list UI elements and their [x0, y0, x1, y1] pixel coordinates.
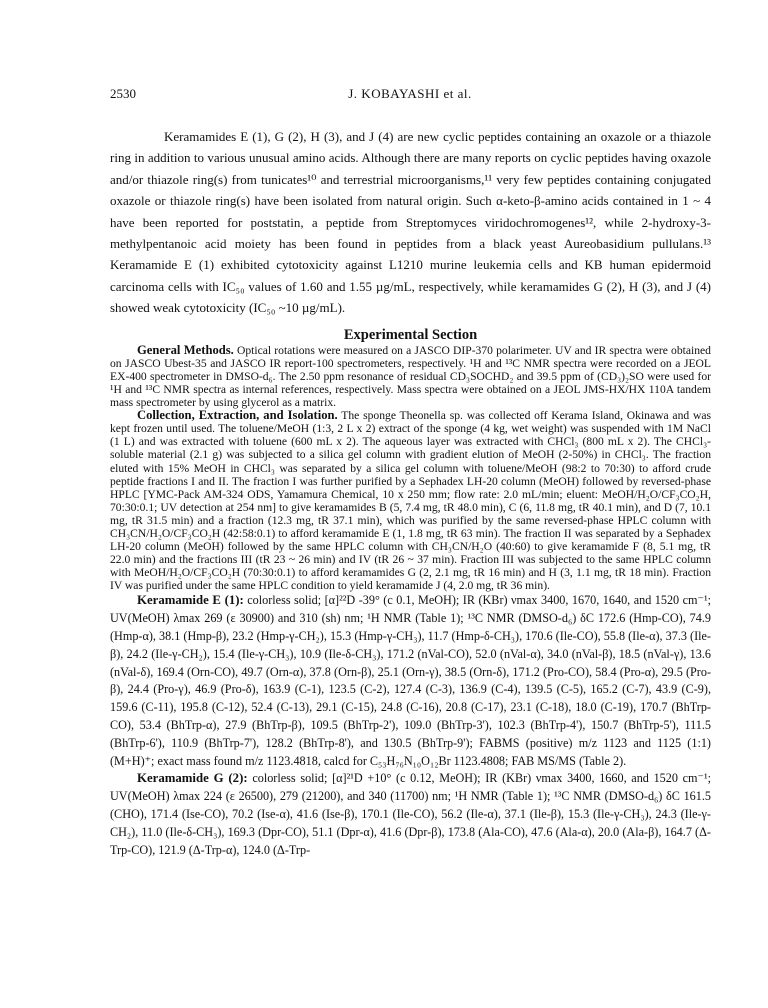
keramamide-e-paragraph	[110, 592, 711, 770]
keramamide-e-text: colorless solid; [α]²²D -39° (c 0.1, MeOH); IR (KBr) νmax 3400, 1670, 1640, and 1520 cm⁻¹; UV(MeOH) λmax 269 (ε 30900) and 310 (sh) nm; ¹H NMR (Table 1); ¹³C NMR (DMSO-d₆) δC 172.6 (Hmp-CO), 74.9 (Hmp-α), 38.1 (Hmp-β), 23.2 (Hmp-γ-CH₂), 15.3 (Hmp-γ-CH₃), 11.7 (Hmp-δ-CH₃), 170.6 (Ile-CO), 55.8 (Ile-α), 37.3 (Ile-β), 24.2 (Ile-γ-CH₂), 15.4 (Ile-γ-CH₃), 10.9 (Ile-δ-CH₃), 171.2 (nVal-CO), 52.0 (nVal-α), 34.0 (nVal-β), 18.5 (nVal-γ), 13.6 (nVal-δ), 169.4 (Orn-CO), 49.7 (Orn-α), 37.8 (Orn-β), 25.1 (Orn-γ), 38.5 (Orn-δ), 171.2 (Pro-CO), 58.4 (Pro-α), 29.5 (Pro-β), 24.4 (Pro-γ), 46.9 (Pro-δ), 163.9 (C-1), 123.5 (C-2), 127.4 (C-3), 136.9 (C-4), 139.5 (C-5), 165.2 (C-7), 43.9 (C-9), 159.6 (C-11), 195.8 (C-12), 52.4 (C-13), 29.1 (C-15), 24.8 (C-16), 20.8 (C-17), 23.1 (C-18), 18.0 (C-19), 170.7 (BhTrp-CO), 53.4 (BhTrp-α), 27.9 (BhTrp-β), 109.5 (BhTrp-2'), 109.0 (BhTrp-3'), 102.3 (BhTrp-4'), 150.7 (BhTrp-5'), 111.5 (BhTrp-6'), 110.9 (BhTrp-7'), 128.2 (BhTrp-8'), and 130.5 (BhTrp-9'); FABMS (positive) m/z 1123 and 1125 (1:1) (M+H)⁺; exact mass found m/z 1123.4818, calcd for C₅₃H₇₆N₁₀O₁₂Br 1123.4808; FAB MS/MS (Table 2).	[110, 593, 711, 768]
keramamide-g-heading: Keramamide G (2):	[137, 771, 248, 786]
isolation-text: The sponge Theonella sp. was collected off Kerama Island, Okinawa and was kept frozen until used. The toluene/MeOH (1:3, 2 L x 2) extract of the sponge (4 kg, wet weight) was suspended with 1M NaCl (1 L) and was extracted with toluene (600 mL x 2). The aqueous layer was extracted with CHCl₃ (800 mL x 2). The CHCl₃-soluble material (2.1 g) was subjected to a silica gel column with gradient elution of MeOH (2-50%) in CHCl₃. The fraction eluted with 15% MeOH in CHCl₃ was separated by a silica gel column with toluene/MeOH (98:2 to 70:30) to afford crude peptide fractions I and II. The fraction I was further purified by a Sephadex LH-20 column (MeOH) followed by reversed-phase HPLC [YMC-Pack AM-324 ODS, Yamamura Chemical, 10 x 250 mm; flow rate: 2.0 mL/min; eluent: MeOH/H₂O/CF₃CO₂H, 70:30:0.1; UV detection at 254 nm] to give keramamides B (5, 7.4 mg, tR 48.0 min), C (6, 11.8 mg, tR 40.1 min), and D (7, 10.1 mg, tR 31.5 min) and a fraction (12.3 mg, tR 37.1 min), which was purified by the same reversed-phase HPLC column with CH₃CN/H₂O/CF₃CO₂H (42:58:0.1) to afford keramamide E (1, 1.8 mg, tR 63 min). The fraction II was separated by a Sephadex LH-20 column (MeOH) followed by the same HPLC column with CH₃CN/H₂O (40:60) to give keramamide F (8, 5.1 mg, tR 22.0 min) and the fractions III (tR 23 ~ 26 min) and IV (tR 26 ~ 37 min). Fraction III was subjected to the same HPLC column with MeOH/H₂O/CF₃CO₂H (70:30:0.1) to afford keramamides G (2, 2.1 mg, tR 16 min) and H (3, 1.1 mg, tR 18 min). Fraction IV was purified under the same HPLC condition to yield keramamide J (4, 2.0 mg, tR 36 min).	[110, 409, 711, 593]
isolation-heading: Collection, Extraction, and Isolation.	[137, 408, 338, 423]
general-methods-heading: General Methods.	[137, 342, 234, 357]
keramamide-e-heading: Keramamide E (1):	[137, 593, 244, 608]
general-methods-paragraph	[110, 344, 711, 409]
isolation-paragraph	[110, 409, 711, 592]
intro-paragraph: Keramamides E (1), G (2), H (3), and J (4) are new cyclic peptides containing an oxazole or a thiazole ring in addition to various unusual amino acids. Although there are many reports on cyclic peptides having oxazole and/or thiazole ring(s) from tunicates¹⁰ and terrestrial microorganisms,¹¹ very few peptides containing conjugated oxazole or thiazole ring(s) have been isolated from natural origin. Such α-keto-β-amino acids contained in 1 ~ 4 have been reported for poststatin, a peptide from Streptomyces viridochromogenes¹², while 2-hydroxy-3-methylpentanoic acid moiety has been found in peptides from a black yeast Aureobasidium pullulans.¹³ Keramamide E (1) exhibited cytotoxicity against L1210 murine leukemia cells and KB human epidermoid carcinoma cells with IC₅₀ values of 1.60 and 1.55 µg/mL, respectively, while keramamides G (2), H (3), and J (4) showed weak cytotoxicity (IC₅₀ ~10 µg/mL).	[110, 129, 711, 316]
running-head: J. KOBAYASHI et al.	[348, 86, 472, 101]
article-body	[110, 126, 711, 859]
section-title: Experimental Section	[343, 326, 478, 343]
keramamide-g-paragraph	[110, 770, 711, 859]
general-methods-text: Optical rotations were measured on a JASCO DIP-370 polarimeter. UV and IR spectra were obtained on JASCO Ubest-35 and JASCO IR report-100 spectrometers, respectively. ¹H and ¹³C NMR spectra were recorded on a JEOL EX-400 spectrometer in DMSO-d₆. The 2.50 ppm resonance of residual CD₃SOCHD₂ and 39.5 ppm of (CD₃)₂SO were used for ¹H and ¹³C NMR spectra as internal references, respectively. Mass spectra were obtained on a JEOL JMS-HX/HX 110A tandem mass spectrometer by using glycerol as a matrix.	[110, 343, 711, 410]
page-number: 2530	[110, 86, 136, 101]
keramamide-g-text: colorless solid; [α]²¹D +10° (c 0.12, MeOH); IR (KBr) νmax 3400, 1660, and 1520 cm⁻¹; UV(MeOH) λmax 224 (ε 26500), 279 (21200), and 340 (11700) nm; ¹H NMR (Table 1); ¹³C NMR (DMSO-d₆) δC 161.5 (CHO), 171.4 (Ise-CO), 70.2 (Ise-α), 41.6 (Ise-β), 170.1 (Ile-CO), 56.2 (Ile-α), 37.1 (Ile-β), 15.3 (Ile-γ-CH₃), 24.3 (Ile-γ-CH₂), 11.0 (Ile-δ-CH₃), 169.3 (Dpr-CO), 51.1 (Dpr-α), 41.6 (Dpr-β), 173.8 (Ala-CO), 47.6 (Ala-α), 20.0 (Ala-β), 164.7 (Δ-Trp-CO), 121.9 (Δ-Trp-α), 124.0 (Δ-Trp-	[110, 771, 712, 857]
